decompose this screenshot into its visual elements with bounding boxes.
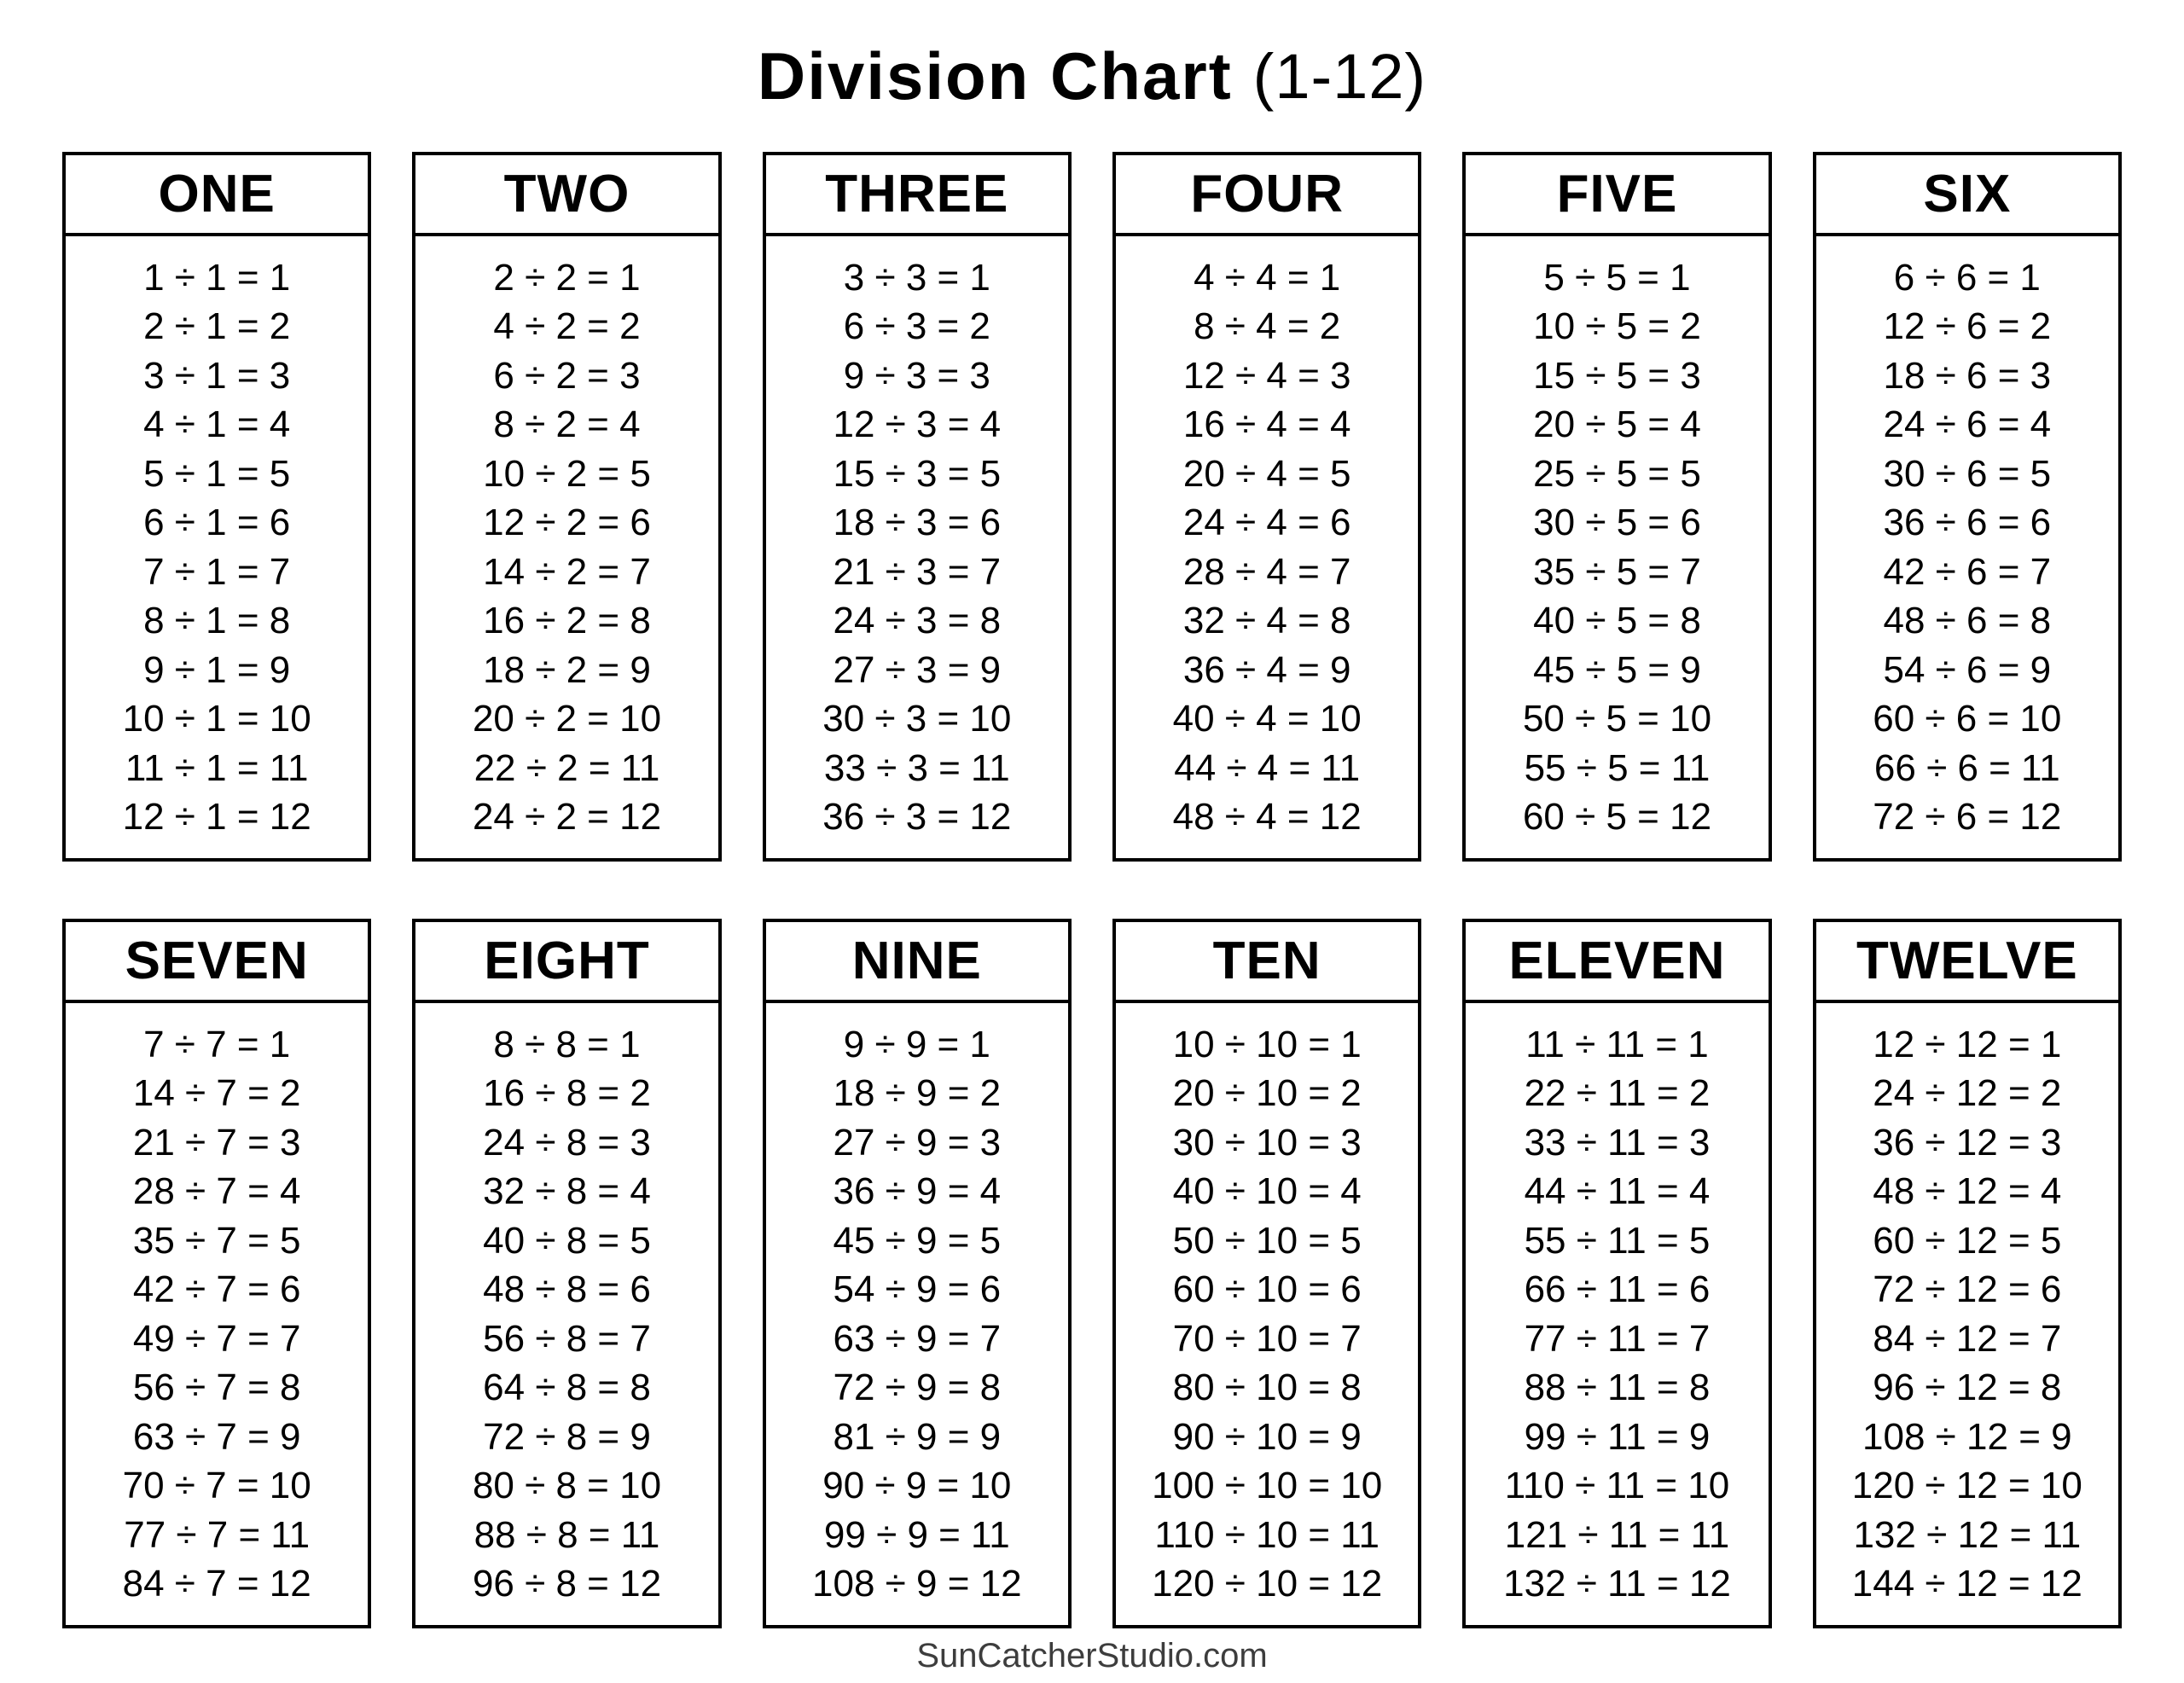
equation: 28 ÷ 4 = 7 (1182, 550, 1351, 593)
equation: 22 ÷ 11 = 2 (1524, 1072, 1711, 1114)
equation: 24 ÷ 12 = 2 (1873, 1072, 2062, 1114)
equation: 49 ÷ 7 = 7 (132, 1317, 301, 1360)
equation: 80 ÷ 10 = 8 (1172, 1367, 1362, 1408)
card-one-body (66, 236, 368, 858)
equation: 10 ÷ 2 = 5 (483, 452, 651, 495)
equation: 72 ÷ 6 = 12 (1873, 796, 2062, 838)
equation: 30 ÷ 3 = 10 (822, 698, 1012, 740)
equation: 110 ÷ 10 = 11 (1154, 1513, 1380, 1556)
card-four (1112, 152, 1421, 862)
equation: 63 ÷ 9 = 7 (833, 1317, 1002, 1360)
equation: 1 ÷ 1 = 1 (143, 256, 291, 299)
equation: 14 ÷ 7 = 2 (132, 1072, 301, 1114)
card-eleven-header (1466, 922, 1768, 1003)
equation: 40 ÷ 8 = 5 (483, 1219, 651, 1262)
equation: 44 ÷ 4 = 11 (1174, 746, 1361, 789)
equation: 132 ÷ 12 = 11 (1853, 1513, 2082, 1556)
equation: 18 ÷ 9 = 2 (833, 1072, 1002, 1114)
card-ten-body (1116, 1003, 1418, 1625)
equation: 88 ÷ 11 = 8 (1524, 1367, 1711, 1408)
equation: 12 ÷ 1 = 12 (122, 796, 311, 838)
equation: 64 ÷ 8 = 8 (483, 1367, 651, 1408)
equation: 5 ÷ 1 = 5 (143, 452, 291, 495)
equation: 144 ÷ 12 = 12 (1851, 1563, 2082, 1605)
equation: 16 ÷ 4 = 4 (1182, 403, 1351, 445)
card-twelve (1813, 919, 2122, 1628)
equation: 120 ÷ 10 = 12 (1152, 1563, 1383, 1605)
equation: 16 ÷ 8 = 2 (483, 1072, 651, 1114)
equation: 6 ÷ 1 = 6 (143, 502, 291, 543)
equation: 22 ÷ 2 = 11 (473, 746, 660, 789)
equation: 11 ÷ 1 = 11 (125, 746, 309, 789)
equation: 12 ÷ 4 = 3 (1182, 354, 1351, 397)
equation: 30 ÷ 5 = 6 (1533, 502, 1701, 543)
card-nine-title: NINE (851, 931, 982, 990)
card-nine (763, 919, 1072, 1628)
page-title-main: Division Chart (757, 38, 1233, 113)
equation: 3 ÷ 1 = 3 (143, 354, 291, 397)
equation: 15 ÷ 3 = 5 (833, 452, 1002, 495)
equation: 40 ÷ 4 = 10 (1172, 698, 1362, 740)
card-seven-body (66, 1003, 368, 1625)
card-one-title: ONE (158, 165, 276, 223)
equation: 60 ÷ 6 = 10 (1873, 698, 2062, 740)
equation: 20 ÷ 5 = 4 (1533, 403, 1701, 445)
equation: 33 ÷ 3 = 11 (823, 746, 1010, 789)
equation: 4 ÷ 4 = 1 (1194, 256, 1341, 299)
equation: 32 ÷ 8 = 4 (483, 1170, 651, 1212)
equation: 35 ÷ 5 = 7 (1533, 550, 1701, 593)
equation: 12 ÷ 6 = 2 (1883, 305, 2052, 347)
equation: 72 ÷ 12 = 6 (1873, 1268, 2062, 1310)
card-three (763, 152, 1072, 862)
card-one-header (66, 155, 368, 236)
card-seven-title: SEVEN (125, 931, 309, 990)
equation: 80 ÷ 8 = 10 (472, 1465, 662, 1506)
equation: 2 ÷ 1 = 2 (143, 305, 291, 347)
equation: 55 ÷ 5 = 11 (1524, 746, 1711, 789)
equation: 12 ÷ 2 = 6 (483, 502, 651, 543)
card-seven-header (66, 922, 368, 1003)
equation: 40 ÷ 5 = 8 (1533, 600, 1701, 641)
equation: 20 ÷ 4 = 5 (1182, 452, 1351, 495)
equation: 70 ÷ 7 = 10 (122, 1465, 311, 1506)
equation: 11 ÷ 11 = 1 (1525, 1023, 1709, 1065)
equation: 48 ÷ 12 = 4 (1873, 1170, 2062, 1212)
equation: 72 ÷ 9 = 8 (833, 1367, 1002, 1408)
equation: 24 ÷ 4 = 6 (1182, 502, 1351, 543)
equation: 18 ÷ 2 = 9 (483, 648, 651, 691)
equation: 36 ÷ 9 = 4 (833, 1170, 1002, 1212)
equation: 27 ÷ 9 = 3 (833, 1121, 1002, 1164)
equation: 96 ÷ 8 = 12 (472, 1563, 662, 1605)
equation: 14 ÷ 2 = 7 (483, 550, 651, 593)
equation: 2 ÷ 2 = 1 (493, 256, 641, 299)
card-seven (62, 919, 371, 1628)
card-one (62, 152, 371, 862)
card-three-header (766, 155, 1068, 236)
card-eight-body (415, 1003, 717, 1625)
card-nine-body (766, 1003, 1068, 1625)
card-four-title: FOUR (1190, 165, 1344, 223)
card-six-body (1816, 236, 2118, 858)
equation: 81 ÷ 9 = 9 (833, 1415, 1002, 1458)
card-five-title: FIVE (1556, 165, 1678, 223)
equation: 45 ÷ 5 = 9 (1533, 648, 1701, 691)
equation: 36 ÷ 6 = 6 (1883, 502, 2052, 543)
card-eight-header (415, 922, 717, 1003)
equation: 56 ÷ 8 = 7 (483, 1317, 651, 1360)
equation: 99 ÷ 9 = 11 (823, 1513, 1010, 1556)
equation: 60 ÷ 5 = 12 (1522, 796, 1712, 838)
equation: 54 ÷ 6 = 9 (1883, 648, 2052, 691)
card-two (412, 152, 721, 862)
chart-grid (0, 152, 2184, 1628)
equation: 7 ÷ 7 = 1 (143, 1023, 291, 1065)
equation: 54 ÷ 9 = 6 (833, 1268, 1002, 1310)
equation: 8 ÷ 2 = 4 (493, 403, 641, 445)
equation: 7 ÷ 1 = 7 (143, 550, 291, 593)
card-eight-title: EIGHT (484, 931, 650, 990)
equation: 24 ÷ 2 = 12 (472, 796, 662, 838)
equation: 55 ÷ 11 = 5 (1524, 1219, 1711, 1262)
card-eleven-title: ELEVEN (1508, 931, 1726, 990)
footer-credit: SunCatcherStudio.com (916, 1636, 1268, 1674)
equation: 60 ÷ 10 = 6 (1172, 1268, 1362, 1310)
equation: 15 ÷ 5 = 3 (1533, 354, 1701, 397)
equation: 21 ÷ 7 = 3 (132, 1121, 301, 1164)
equation: 36 ÷ 12 = 3 (1873, 1121, 2062, 1164)
equation: 132 ÷ 11 = 12 (1503, 1563, 1731, 1605)
equation: 24 ÷ 6 = 4 (1883, 403, 2052, 445)
equation: 6 ÷ 6 = 1 (1893, 256, 2041, 299)
equation: 108 ÷ 12 = 9 (1862, 1415, 2072, 1458)
equation: 50 ÷ 5 = 10 (1522, 698, 1712, 740)
card-eight (412, 919, 721, 1628)
equation: 25 ÷ 5 = 5 (1533, 452, 1701, 495)
equation: 18 ÷ 3 = 6 (833, 502, 1002, 543)
card-five-header (1466, 155, 1768, 236)
equation: 35 ÷ 7 = 5 (132, 1219, 301, 1262)
equation: 48 ÷ 8 = 6 (483, 1268, 651, 1310)
equation: 12 ÷ 12 = 1 (1873, 1023, 2062, 1065)
equation: 33 ÷ 11 = 3 (1524, 1121, 1711, 1164)
equation: 30 ÷ 6 = 5 (1883, 452, 2052, 495)
equation: 10 ÷ 5 = 2 (1533, 305, 1701, 347)
card-two-body (415, 236, 717, 858)
equation: 32 ÷ 4 = 8 (1182, 600, 1351, 641)
equation: 45 ÷ 9 = 5 (833, 1219, 1002, 1262)
equation: 42 ÷ 7 = 6 (132, 1268, 301, 1310)
equation: 108 ÷ 9 = 12 (812, 1563, 1022, 1605)
card-five-body (1466, 236, 1768, 858)
card-six-title: SIX (1923, 165, 2012, 223)
equation: 84 ÷ 7 = 12 (122, 1563, 311, 1605)
equation: 56 ÷ 7 = 8 (132, 1367, 301, 1408)
equation: 99 ÷ 11 = 9 (1524, 1415, 1711, 1458)
equation: 10 ÷ 1 = 10 (122, 698, 311, 740)
equation: 48 ÷ 6 = 8 (1883, 600, 2052, 641)
card-two-title: TWO (503, 165, 630, 223)
equation: 120 ÷ 12 = 10 (1851, 1465, 2082, 1506)
footer (0, 1628, 2184, 1683)
card-three-body (766, 236, 1068, 858)
equation: 6 ÷ 3 = 2 (843, 305, 990, 347)
equation: 90 ÷ 9 = 10 (822, 1465, 1012, 1506)
card-eleven-body (1466, 1003, 1768, 1625)
equation: 88 ÷ 8 = 11 (473, 1513, 660, 1556)
card-five (1462, 152, 1771, 862)
equation: 50 ÷ 10 = 5 (1172, 1219, 1362, 1262)
equation: 16 ÷ 2 = 8 (483, 600, 651, 641)
equation: 72 ÷ 8 = 9 (483, 1415, 651, 1458)
card-six (1813, 152, 2122, 862)
equation: 8 ÷ 1 = 8 (143, 600, 291, 641)
card-twelve-title: TWELVE (1856, 931, 2078, 990)
equation: 10 ÷ 10 = 1 (1172, 1023, 1362, 1065)
equation: 20 ÷ 10 = 2 (1172, 1072, 1362, 1114)
equation: 70 ÷ 10 = 7 (1172, 1317, 1362, 1360)
equation: 9 ÷ 9 = 1 (843, 1023, 990, 1065)
equation: 6 ÷ 2 = 3 (493, 354, 641, 397)
equation: 24 ÷ 8 = 3 (483, 1121, 651, 1164)
equation: 44 ÷ 11 = 4 (1524, 1170, 1711, 1212)
card-eleven (1462, 919, 1771, 1628)
card-three-title: THREE (825, 165, 1009, 223)
card-four-body (1116, 236, 1418, 858)
card-ten (1112, 919, 1421, 1628)
equation: 9 ÷ 3 = 3 (843, 354, 990, 397)
equation: 8 ÷ 4 = 2 (1194, 305, 1341, 347)
card-two-header (415, 155, 717, 236)
equation: 40 ÷ 10 = 4 (1172, 1170, 1362, 1212)
equation: 63 ÷ 7 = 9 (132, 1415, 301, 1458)
equation: 27 ÷ 3 = 9 (833, 648, 1002, 691)
equation: 36 ÷ 4 = 9 (1182, 648, 1351, 691)
equation: 20 ÷ 2 = 10 (472, 698, 662, 740)
equation: 100 ÷ 10 = 10 (1152, 1465, 1383, 1506)
card-twelve-body (1816, 1003, 2118, 1625)
equation: 4 ÷ 1 = 4 (143, 403, 291, 445)
page-title-range: (1-12) (1252, 40, 1427, 112)
equation: 18 ÷ 6 = 3 (1883, 354, 2052, 397)
card-twelve-header (1816, 922, 2118, 1003)
card-nine-header (766, 922, 1068, 1003)
equation: 21 ÷ 3 = 7 (833, 550, 1002, 593)
equation: 24 ÷ 3 = 8 (833, 600, 1002, 641)
equation: 90 ÷ 10 = 9 (1172, 1415, 1362, 1458)
equation: 77 ÷ 7 = 11 (124, 1513, 311, 1556)
equation: 96 ÷ 12 = 8 (1873, 1367, 2062, 1408)
equation: 77 ÷ 11 = 7 (1524, 1317, 1711, 1360)
equation: 28 ÷ 7 = 4 (132, 1170, 301, 1212)
card-ten-header (1116, 922, 1418, 1003)
equation: 84 ÷ 12 = 7 (1873, 1317, 2062, 1360)
equation: 66 ÷ 11 = 6 (1524, 1268, 1711, 1310)
equation: 121 ÷ 11 = 11 (1504, 1513, 1730, 1556)
equation: 9 ÷ 1 = 9 (143, 648, 291, 691)
equation: 12 ÷ 3 = 4 (833, 403, 1002, 445)
equation: 42 ÷ 6 = 7 (1883, 550, 2052, 593)
card-ten-title: TEN (1212, 931, 1321, 990)
equation: 36 ÷ 3 = 12 (822, 796, 1012, 838)
equation: 48 ÷ 4 = 12 (1172, 796, 1362, 838)
card-six-header (1816, 155, 2118, 236)
equation: 30 ÷ 10 = 3 (1172, 1121, 1362, 1164)
page-title (0, 0, 2184, 152)
equation: 5 ÷ 5 = 1 (1543, 256, 1691, 299)
equation: 66 ÷ 6 = 11 (1873, 746, 2060, 789)
equation: 4 ÷ 2 = 2 (493, 305, 641, 347)
equation: 8 ÷ 8 = 1 (493, 1023, 641, 1065)
equation: 110 ÷ 11 = 10 (1504, 1465, 1730, 1506)
equation: 60 ÷ 12 = 5 (1873, 1219, 2062, 1262)
card-four-header (1116, 155, 1418, 236)
equation: 3 ÷ 3 = 1 (843, 256, 990, 299)
